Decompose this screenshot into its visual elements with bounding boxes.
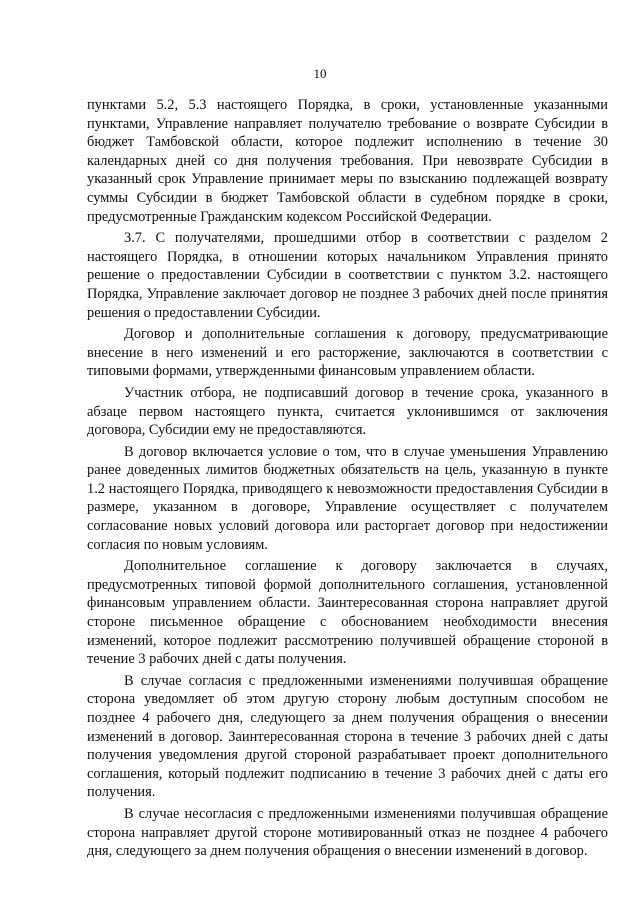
paragraph-contract-forms: Договор и дополнительные соглашения к договору, предусматривающие внесение в него изменений и его расторжение, заключаются в соответствии с типовыми формами, утвержденными финансовым управлением области. bbox=[87, 326, 608, 380]
page-number: 10 bbox=[313, 66, 327, 81]
paragraph-limits-reduction: В договор включается условие о том, что в случае уменьшения Управлению ранее доведенных лимитов бюджетных обязательств на цель, указанную в пункте 1.2 настоящего Порядка, приводящего к невозможности предоставления Субсидии в размере, указанном в договоре, Управление осуществляет с получателем согласование новых условий договора или расторгает договор при недостижении согласия по новым условиям. bbox=[87, 443, 608, 553]
paragraph-consent: В случае согласия с предложенными изменениями получившая обращение сторона уведомляет об этом другую сторону любым доступным способом не позднее 4 рабочего дня, следующего за днем получения обращения о внесении изменений в договор. Заинтересованная сторона в течение 3 рабочих дней с даты получения уведомления другой стороной разрабатывает проект дополнительного соглашения, который подлежит подписанию в течение 3 рабочих дней с даты его получения. bbox=[87, 672, 608, 801]
paragraph-evasion: Участник отбора, не подписавший договор в течение срока, указанного в абзаце первом настоящего пункта, считается уклонившимся от заключения договора, Субсидии ему не предоставляются. bbox=[87, 384, 608, 439]
document-body bbox=[87, 96, 608, 864]
paragraph-continuation: пунктами 5.2, 5.3 настоящего Порядка, в сроки, установленные указанными пунктами, Управление направляет получателю требование о возврате Субсидии в бюджет Тамбовской области, которое подлежит исполнению в течение 30 календарных дней со дня получения требования. При невозврате Субсидии в указанный срок Управление принимает меры по взысканию подлежащей возврату суммы Субсидии в бюджет Тамбовской области в судебном порядке в сроки, предусмотренные Гражданским кодексом Российской Федерации. bbox=[87, 97, 608, 225]
paragraph-3-7: 3.7. С получателями, прошедшими отбор в соответствии с разделом 2 настоящего Порядка, в отношении которых начальником Управления принято решение о предоставлении Субсидии в соответствии с пунктом 3.2. настоящего Порядка, Управление заключает договор не позднее 3 рабочих дней после принятия решения о предоставлении Субсидии. bbox=[87, 230, 608, 321]
paragraph-additional-agreement: Дополнительное соглашение к договору заключается в случаях, предусмотренных типовой формой дополнительного соглашения, установленной финансовым управлением области. Заинтересованная сторона направляет другой стороне письменное обращение с обоснованием необходимости внесения изменений, которое подлежит рассмотрению получившей обращение стороной в течение 3 рабочих дней с даты получения. bbox=[87, 558, 608, 668]
paragraph-refusal: В случае несогласия с предложенными изменениями получившая обращение сторона направляет другой стороне мотивированный отказ не позднее 4 рабочего дня, следующего за днем получения обращения о внесении изменений в договор. bbox=[87, 805, 608, 860]
